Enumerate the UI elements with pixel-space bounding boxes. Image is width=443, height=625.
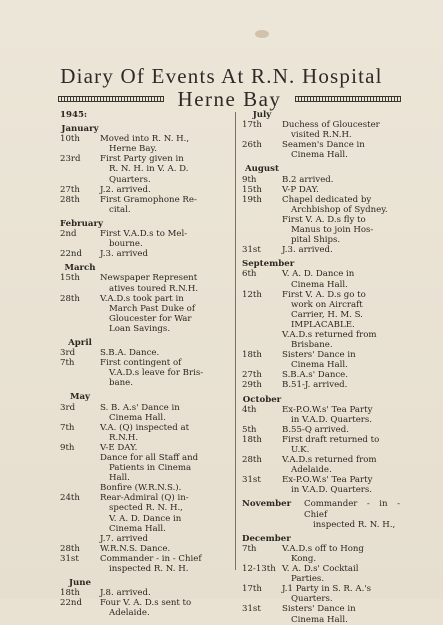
entry-line: Cinema Hall. bbox=[291, 279, 348, 290]
entry-line: Cinema Hall. bbox=[291, 614, 348, 625]
diary-entry bbox=[60, 134, 228, 154]
entry-line: J.3. arrived bbox=[100, 249, 148, 260]
entry-text bbox=[282, 290, 400, 330]
entry-date: 27th bbox=[242, 370, 262, 381]
entry-line: Carrier, H. M. S. bbox=[291, 309, 363, 320]
entry-line: in V.A.D. Quarters. bbox=[291, 414, 373, 425]
diary-entry bbox=[60, 544, 228, 554]
entry-line: Sisters' Dance in bbox=[282, 604, 356, 615]
diary-entry bbox=[60, 554, 228, 574]
entry-line: March Past Duke of bbox=[109, 303, 196, 314]
entry-date: 28th bbox=[242, 455, 262, 466]
entry-line: Archbishop of Sydney. bbox=[291, 204, 388, 215]
entry-text bbox=[100, 554, 228, 574]
entry-date: 12th bbox=[242, 289, 262, 300]
diary-entry bbox=[242, 330, 400, 350]
page-title: Diary Of Events At R.N. Hospital bbox=[60, 64, 383, 88]
entry-date: 22nd bbox=[60, 249, 82, 260]
entry-text bbox=[282, 604, 400, 624]
entry-text bbox=[282, 330, 400, 350]
entry-line: V.A.D.s off to Hong bbox=[282, 543, 364, 554]
entry-text bbox=[100, 229, 228, 249]
entry-line: Cinema Hall. bbox=[109, 523, 166, 534]
entry-date: 4th bbox=[242, 404, 257, 415]
diary-entry bbox=[242, 140, 400, 160]
entry-text bbox=[282, 269, 400, 289]
entry-text bbox=[282, 564, 400, 584]
diary-entry bbox=[60, 294, 228, 334]
entry-text bbox=[100, 443, 228, 453]
diary-entry bbox=[242, 604, 400, 624]
entry-date: 17th bbox=[242, 120, 262, 131]
entry-line: B.51-J. arrived. bbox=[282, 380, 348, 391]
entry-line: Sisters' Dance in bbox=[282, 350, 356, 361]
entry-text bbox=[100, 493, 228, 533]
entry-text bbox=[282, 425, 400, 435]
entry-line: Duchess of Gloucester bbox=[282, 120, 380, 131]
entry-date: 29th bbox=[242, 380, 262, 391]
month-heading: March bbox=[64, 263, 96, 274]
entry-date: 31st bbox=[242, 245, 261, 256]
entry-date: 9th bbox=[242, 174, 257, 185]
diary-entry bbox=[242, 455, 400, 475]
entry-line: Newspaper Represent bbox=[100, 273, 198, 284]
entry-line: W.R.N.S. Dance. bbox=[100, 543, 171, 554]
entry-date: 27th bbox=[60, 184, 80, 195]
diary-entry bbox=[242, 185, 400, 195]
entry-date: 28th bbox=[60, 194, 80, 205]
entry-line: First Gramophone Re- bbox=[100, 194, 197, 205]
entry-line: Rear-Admiral (Q) in- bbox=[100, 493, 189, 504]
entry-text bbox=[282, 584, 400, 604]
year-heading: 1945: bbox=[60, 110, 88, 120]
entry-line: First V.A.D.s to Mel- bbox=[100, 229, 188, 240]
month-heading: February bbox=[60, 218, 103, 229]
right-column bbox=[242, 110, 400, 625]
entry-text bbox=[100, 483, 228, 493]
diary-entry bbox=[60, 273, 228, 293]
entry-line: First draft returned to bbox=[282, 434, 380, 445]
entry-date: 28th bbox=[60, 543, 80, 554]
entry-text bbox=[304, 499, 400, 529]
entry-text bbox=[282, 455, 400, 475]
ink-stain bbox=[255, 30, 269, 38]
entry-line: Kong. bbox=[291, 553, 317, 564]
entry-line: Parties. bbox=[291, 574, 325, 585]
diary-entry bbox=[242, 435, 400, 455]
entry-text bbox=[100, 403, 228, 423]
entry-line: J.1 Party in S. R. A.'s bbox=[282, 584, 372, 595]
entry-line: R.N.H. bbox=[109, 432, 139, 443]
entry-text bbox=[100, 294, 228, 334]
entry-text bbox=[282, 380, 400, 390]
entry-text bbox=[282, 245, 400, 255]
entry-text bbox=[282, 350, 400, 370]
entry-date: 10th bbox=[60, 134, 80, 145]
entry-text bbox=[282, 435, 400, 455]
entry-line: Manus to join Hos- bbox=[291, 225, 374, 236]
month-heading: June bbox=[68, 578, 92, 589]
entry-text bbox=[100, 423, 228, 443]
month-heading: January bbox=[61, 124, 99, 135]
entry-line: Adelaide. bbox=[109, 608, 150, 619]
entry-line: bourne. bbox=[109, 239, 143, 250]
entry-text bbox=[100, 348, 228, 358]
entry-line: visited R.N.H. bbox=[291, 130, 352, 141]
entry-line: Herne Bay. bbox=[109, 144, 157, 155]
diary-entry bbox=[60, 443, 228, 453]
diary-entry bbox=[242, 370, 400, 380]
entry-line: Chapel dedicated by bbox=[282, 194, 372, 205]
entry-line: inspected R. N. H., bbox=[313, 519, 396, 530]
entry-line: U.K. bbox=[291, 445, 310, 455]
entry-line: Patients in Cinema bbox=[109, 463, 192, 474]
entry-date: 31st bbox=[60, 553, 79, 564]
entry-line: First V. A. D.s fly to bbox=[282, 214, 366, 225]
entry-date: 31st bbox=[242, 604, 261, 615]
entry-text bbox=[100, 534, 228, 544]
entry-text bbox=[100, 249, 228, 259]
diary-entry bbox=[242, 564, 400, 584]
entry-line: Ex-P.O.W.s' Tea Party bbox=[282, 475, 373, 486]
entry-date: 5th bbox=[242, 424, 257, 435]
month-heading: October bbox=[242, 394, 282, 405]
entry-line: J.2. arrived. bbox=[100, 184, 151, 195]
month-heading: May bbox=[69, 392, 91, 403]
entry-line: inspected R. N. H. bbox=[109, 564, 189, 575]
entry-line: Cinema Hall. bbox=[109, 412, 166, 423]
entry-date: 26th bbox=[242, 140, 262, 151]
entry-line: R. N. H. in V. A. D. bbox=[109, 164, 189, 175]
diary-entry bbox=[242, 215, 400, 245]
entry-line: Cinema Hall. bbox=[291, 150, 348, 161]
entry-text bbox=[282, 195, 400, 215]
entry-text bbox=[100, 154, 228, 184]
entry-line: Four V. A. D.s sent to bbox=[100, 598, 192, 609]
month-heading: November bbox=[242, 499, 292, 510]
entry-date: 7th bbox=[60, 358, 75, 369]
diary-entry bbox=[60, 229, 228, 249]
entry-line: Loan Savings. bbox=[109, 323, 171, 334]
decorative-rule-right bbox=[295, 96, 401, 102]
entry-line: S.B.A.s' Dance. bbox=[282, 370, 348, 381]
diary-entry bbox=[242, 175, 400, 185]
diary-entry bbox=[242, 269, 400, 289]
entry-date: 9th bbox=[60, 442, 75, 453]
diary-entry bbox=[60, 483, 228, 493]
entry-date: 24th bbox=[60, 493, 80, 504]
entry-text bbox=[282, 405, 400, 425]
entry-date: 15th bbox=[242, 184, 262, 195]
left-column bbox=[60, 110, 228, 619]
entry-line: in V.A.D. Quarters. bbox=[291, 485, 373, 496]
diary-entry bbox=[242, 120, 400, 140]
entry-line: Moved into R. N. H., bbox=[100, 134, 190, 145]
entry-line: spected R. N. H., bbox=[109, 503, 183, 514]
month-heading: December bbox=[242, 533, 291, 544]
entry-line: J.3. arrived. bbox=[282, 245, 333, 256]
entry-line: atives toured R.N.H. bbox=[109, 283, 199, 294]
month-heading: August bbox=[245, 164, 279, 175]
entry-line: B.55-Q arrived. bbox=[282, 424, 349, 435]
entry-line: Quarters. bbox=[291, 594, 333, 605]
entry-date: 17th bbox=[242, 584, 262, 595]
entry-date: 15th bbox=[60, 273, 80, 284]
entry-line: IMPLACABLE. bbox=[291, 319, 355, 330]
entry-line: B.2 arrived. bbox=[282, 174, 334, 185]
diary-entry bbox=[60, 423, 228, 443]
column-divider bbox=[235, 112, 236, 570]
entry-date: 28th bbox=[60, 293, 80, 304]
entry-date: 18th bbox=[60, 588, 80, 599]
entry-date: 22nd bbox=[60, 598, 82, 609]
entry-text bbox=[282, 544, 400, 564]
entry-date: 6th bbox=[242, 269, 257, 280]
entry-text bbox=[282, 370, 400, 380]
entry-text bbox=[100, 588, 228, 598]
diary-entry bbox=[242, 499, 400, 529]
diary-entry bbox=[60, 249, 228, 259]
entry-text bbox=[100, 453, 228, 483]
entry-date: 18th bbox=[242, 434, 262, 445]
entry-date: 19th bbox=[242, 194, 262, 205]
entry-line: V.A.D.s returned from bbox=[282, 329, 377, 340]
entry-line: Seamen's Dance in bbox=[282, 140, 365, 151]
diary-entry bbox=[60, 588, 228, 598]
entry-line: S. B. A.s' Dance in bbox=[100, 402, 180, 413]
entry-line: First Party given in bbox=[100, 154, 184, 165]
entry-text bbox=[100, 134, 228, 154]
diary-entry bbox=[242, 380, 400, 390]
entry-text bbox=[100, 598, 228, 618]
entry-line: V.A.D.s took part in bbox=[100, 293, 184, 304]
entry-line: Cinema Hall. bbox=[291, 360, 348, 371]
entry-date: 12-13th bbox=[242, 564, 276, 575]
diary-entry bbox=[242, 475, 400, 495]
diary-entry bbox=[60, 185, 228, 195]
entry-line: Brisbane. bbox=[291, 340, 333, 351]
entry-text bbox=[282, 475, 400, 495]
entry-date: 31st bbox=[242, 475, 261, 486]
entry-text bbox=[100, 185, 228, 195]
entry-line: Commander - in - Chief bbox=[304, 499, 400, 520]
entry-line: V.A. (Q) inspected at bbox=[100, 422, 190, 433]
entry-date: 18th bbox=[242, 350, 262, 361]
entry-text bbox=[282, 120, 400, 140]
entry-line: Commander - in - Chief bbox=[100, 553, 202, 564]
entry-line: Gloucester for War bbox=[109, 313, 192, 324]
diary-entry bbox=[60, 358, 228, 388]
entry-date: 7th bbox=[60, 422, 75, 433]
entry-line: V-E DAY. bbox=[100, 442, 138, 453]
entry-date: 23rd bbox=[60, 154, 81, 165]
diary-entry bbox=[60, 453, 228, 483]
entry-date: 3rd bbox=[60, 348, 76, 359]
month-heading: April bbox=[68, 337, 92, 348]
entry-line: V. A. D. Dance in bbox=[282, 269, 355, 280]
entry-line: Bonfire (W.R.N.S.). bbox=[100, 483, 182, 494]
entry-line: Quarters. bbox=[109, 174, 151, 185]
diary-entry bbox=[60, 154, 228, 184]
diary-entry bbox=[242, 245, 400, 255]
entry-line: Hall. bbox=[109, 473, 130, 484]
page-subtitle: Herne Bay bbox=[177, 87, 282, 111]
entry-line: cital. bbox=[109, 204, 131, 215]
diary-entry bbox=[60, 598, 228, 618]
entry-text bbox=[282, 185, 400, 195]
entry-text bbox=[282, 175, 400, 185]
entry-text bbox=[100, 358, 228, 388]
diary-entry bbox=[60, 348, 228, 358]
entry-line: bane. bbox=[109, 378, 133, 389]
entry-text bbox=[100, 273, 228, 293]
subtitle-row bbox=[58, 89, 401, 111]
entry-line: work on Aircraft bbox=[291, 299, 363, 310]
diary-entry bbox=[60, 403, 228, 423]
diary-entry bbox=[242, 425, 400, 435]
diary-entry bbox=[60, 195, 228, 215]
diary-entry bbox=[242, 544, 400, 564]
entry-line: J.8. arrived. bbox=[100, 588, 151, 599]
entry-line: V.A.D.s returned from bbox=[282, 455, 377, 466]
diary-entry bbox=[60, 534, 228, 544]
diary-entry bbox=[60, 493, 228, 533]
diary-entry bbox=[242, 350, 400, 370]
diary-entry bbox=[242, 405, 400, 425]
diary-entry bbox=[242, 290, 400, 330]
diary-entry bbox=[242, 195, 400, 215]
entry-line: Ex-P.O.W.s' Tea Party bbox=[282, 404, 373, 415]
entry-line: First contingent of bbox=[100, 358, 182, 369]
entry-line: pital Ships. bbox=[291, 235, 341, 246]
entry-text bbox=[100, 544, 228, 554]
entry-date: 2nd bbox=[60, 229, 77, 240]
entry-line: Adelaide. bbox=[291, 465, 332, 476]
entry-line: V.A.D.s leave for Bris- bbox=[109, 368, 204, 379]
entry-text bbox=[282, 215, 400, 245]
entry-date: 3rd bbox=[60, 402, 76, 413]
entry-line: First V. A. D.s go to bbox=[282, 289, 366, 300]
month-heading: July bbox=[252, 110, 272, 120]
entry-date: 7th bbox=[242, 543, 257, 554]
entry-line: J.7. arrived bbox=[100, 533, 148, 544]
entry-text bbox=[282, 140, 400, 160]
entry-line: S.B.A. Dance. bbox=[100, 348, 160, 359]
month-heading: September bbox=[242, 259, 295, 270]
entry-line: Dance for all Staff and bbox=[100, 453, 199, 463]
diary-entry bbox=[242, 584, 400, 604]
entry-line: V. A. D.s' Cocktail bbox=[282, 564, 359, 575]
entry-line: V-P DAY. bbox=[282, 184, 319, 195]
entry-line: V. A. D. Dance in bbox=[109, 513, 182, 524]
entry-text bbox=[100, 195, 228, 215]
